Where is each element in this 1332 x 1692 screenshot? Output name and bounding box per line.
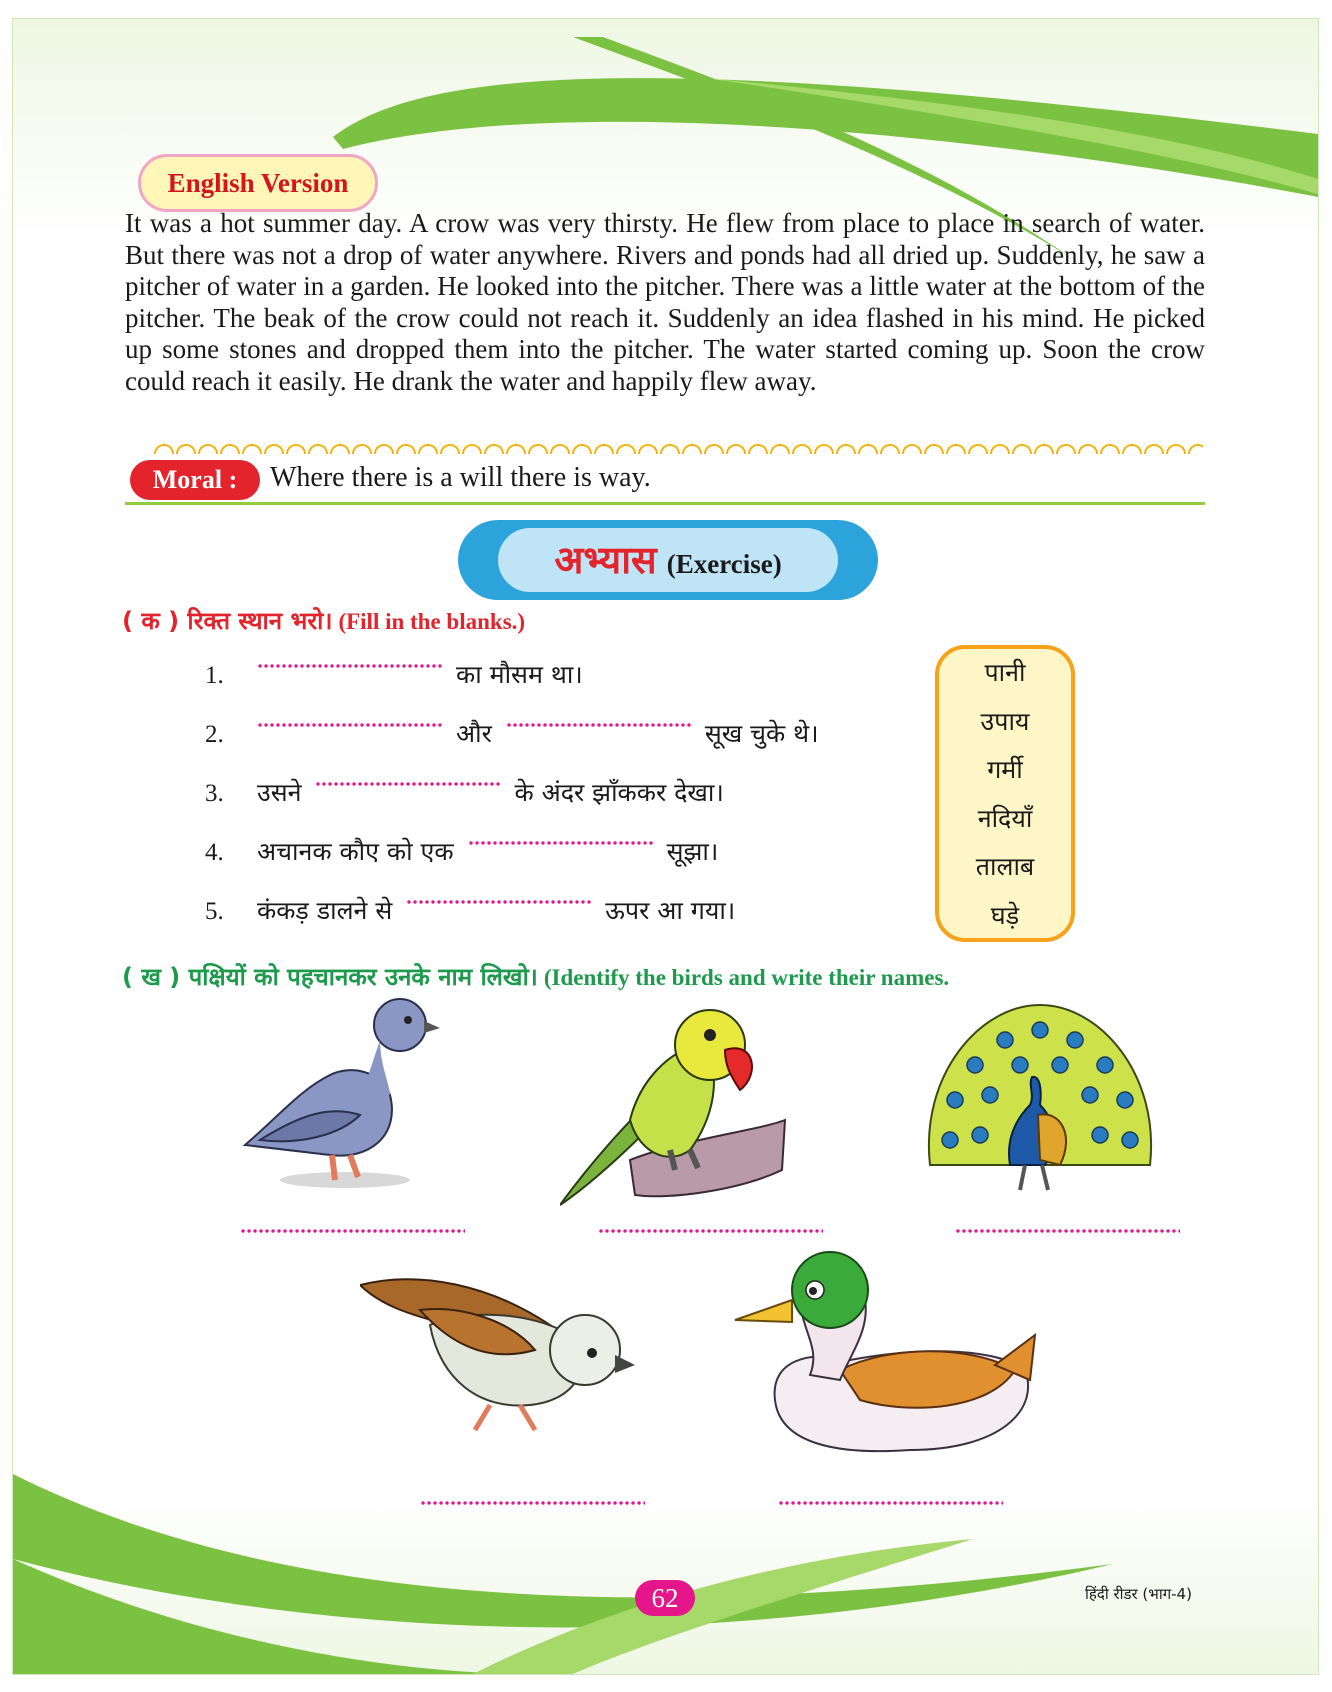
moral-divider <box>125 502 1205 505</box>
question-1: 1. का मौसम था। <box>205 660 583 689</box>
blank-2b[interactable] <box>506 722 691 728</box>
word-bank-item: पानी <box>984 658 1026 687</box>
exercise-banner <box>458 520 878 600</box>
bird-name-blank-5[interactable] <box>778 1500 1003 1506</box>
blank-4[interactable] <box>468 840 653 846</box>
peacock-illustration <box>920 995 1160 1200</box>
page-number: 62 <box>635 1580 695 1616</box>
bird-name-blank-3[interactable] <box>955 1228 1180 1234</box>
question-2: 2. और सूख चुके थे। <box>205 719 819 748</box>
section-kha-heading: ( ख ) पक्षियों को पहचानकर उनके नाम लिखो। (Identify the birds and write their names. <box>122 963 950 991</box>
duck-illustration <box>730 1250 1050 1460</box>
blank-2a[interactable] <box>257 722 442 728</box>
scallop-border <box>153 440 1203 454</box>
blank-1[interactable] <box>257 663 442 669</box>
exercise-title-hindi: अभ्यास <box>554 538 657 582</box>
blank-3[interactable] <box>315 781 500 787</box>
question-3: 3. उसने के अंदर झाँककर देखा। <box>205 778 724 807</box>
sparrow-illustration <box>360 1265 640 1445</box>
bird-name-blank-1[interactable] <box>240 1228 465 1234</box>
bird-name-blank-2[interactable] <box>598 1228 823 1234</box>
exercise-title-english: (Exercise) <box>666 549 782 579</box>
moral-section <box>125 440 1205 502</box>
pigeon-illustration <box>240 995 450 1195</box>
word-bank-item: गर्मी <box>987 755 1023 784</box>
english-version-label: English Version <box>138 154 378 212</box>
word-bank <box>935 645 1075 942</box>
section-ka-heading: ( क ) रिक्त स्थान भरो। (Fill in the blanks.) <box>122 607 526 635</box>
moral-label: Moral : <box>130 460 260 500</box>
book-title: हिंदी रीडर (भाग-4) <box>1085 1585 1192 1603</box>
blank-5[interactable] <box>406 899 591 905</box>
story-text: It was a hot summer day. A crow was very thirsty. He flew from place to place in search of water. But there was not a drop of water anywhere. Rivers and ponds had all dried up. Suddenly, he saw a pitcher of water in a garden. He looked into the pitcher. There was a little water at the bottom of the pitcher. The beak of the crow could not reach it. Suddenly an idea flashed in his mind. He picked up some stones and dropped them into the pitcher. The water started coming up. Soon the crow could reach it easily. He drank the water and happily flew away. <box>125 208 1205 396</box>
parrot-illustration <box>560 1000 790 1210</box>
moral-text: Where there is a will there is way. <box>270 462 651 493</box>
word-bank-item: उपाय <box>980 706 1030 736</box>
word-bank-item: तालाब <box>975 852 1035 881</box>
bird-name-blank-4[interactable] <box>420 1500 645 1506</box>
word-bank-item: घड़े <box>990 900 1020 930</box>
word-bank-item: नदियाँ <box>977 803 1033 833</box>
question-5: 5. कंकड़ डालने से ऊपर आ गया। <box>205 896 736 925</box>
question-4: 4. अचानक कौए को एक सूझा। <box>205 837 719 866</box>
